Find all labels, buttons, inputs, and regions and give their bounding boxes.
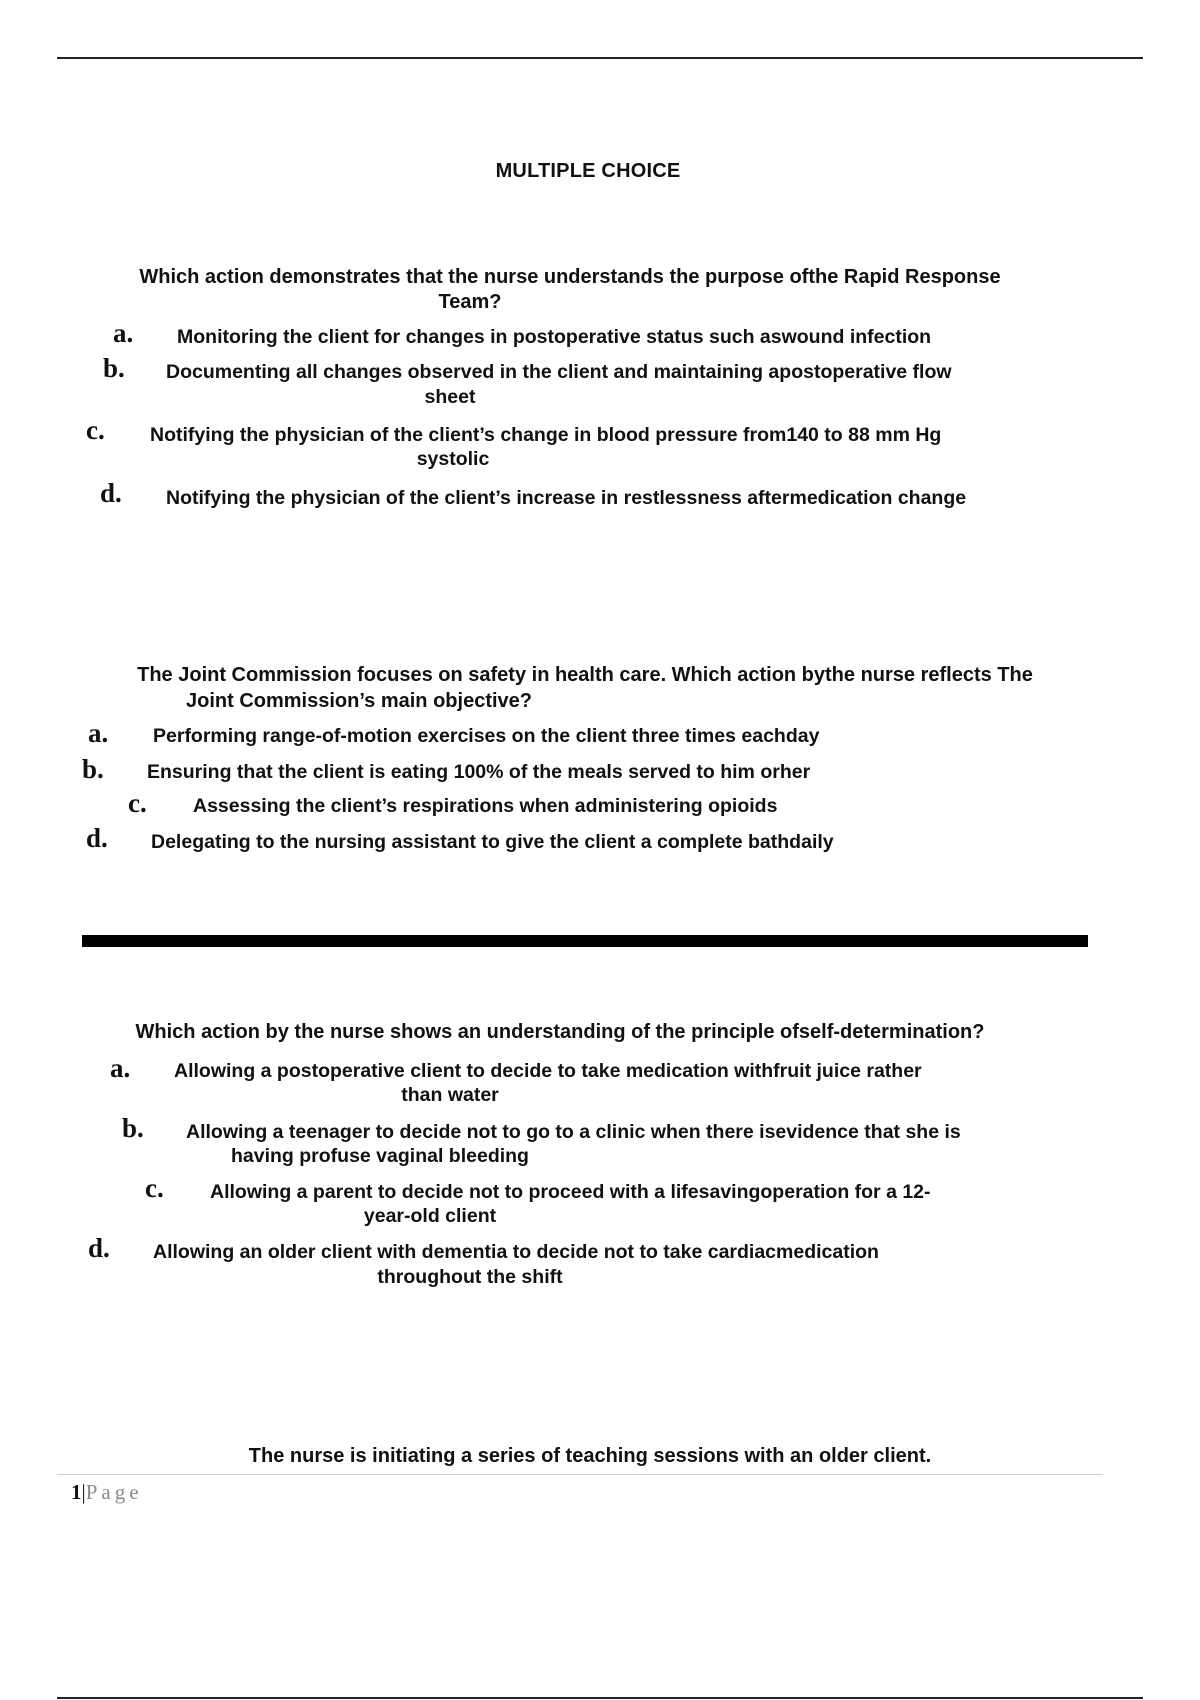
q3-option-a-continuation: than water — [401, 1084, 499, 1106]
q2-option-d-text[interactable]: Delegating to the nursing assistant to give the client a complete bathdaily — [151, 831, 834, 853]
q3-option-d-text[interactable]: Allowing an older client with dementia to decide not to take cardiacmedication — [153, 1241, 879, 1263]
page-title: MULTIPLE CHOICE — [495, 160, 681, 182]
question-2-stem-line2: Joint Commission’s main objective? — [186, 690, 532, 712]
q2-option-c-text[interactable]: Assessing the client’s respirations when administering opioids — [193, 795, 778, 817]
q3-option-c-text[interactable]: Allowing a parent to decide not to proceed with a lifesavingoperation for a 12- — [210, 1181, 931, 1203]
q2-option-b-text[interactable]: Ensuring that the client is eating 100% of the meals served to him orher — [147, 761, 811, 783]
q1-option-a-letter: a. — [113, 318, 134, 348]
q3-option-d-letter: d. — [88, 1233, 110, 1263]
q1-option-b-letter: b. — [103, 353, 125, 383]
bottom-rule — [57, 1697, 1143, 1699]
page-word: Page — [85, 1480, 143, 1504]
page-number — [71, 1480, 143, 1505]
q1-option-a-text[interactable]: Monitoring the client for changes in postoperative status such aswound infection — [177, 326, 932, 348]
q2-option-c-letter: c. — [128, 788, 147, 818]
q3-option-a-text[interactable]: Allowing a postoperative client to decide to take medication withfruit juice rather — [174, 1060, 922, 1082]
q2-option-a-text[interactable]: Performing range-of-motion exercises on the client three times eachday — [153, 725, 820, 747]
page-number-value: 1 — [71, 1480, 82, 1504]
question-4-stem: The nurse is initiating a series of teaching sessions with an older client. — [248, 1445, 932, 1467]
section-divider — [82, 935, 1088, 947]
q1-option-b-continuation: sheet — [424, 386, 476, 408]
page-number-separator: | — [81, 1480, 86, 1504]
question-2-stem-line1: The Joint Commission focuses on safety in health care. Which action bythe nurse reflects The — [137, 664, 1033, 686]
top-rule — [57, 57, 1143, 59]
footer-rule — [57, 1474, 1103, 1475]
q3-option-d-continuation: throughout the shift — [377, 1266, 563, 1288]
q3-option-a-letter: a. — [110, 1053, 131, 1083]
q3-option-b-continuation: having profuse vaginal bleeding — [231, 1145, 529, 1167]
q1-option-d-text[interactable]: Notifying the physician of the client’s increase in restlessness aftermedication change — [166, 487, 967, 509]
q2-option-d-letter: d. — [86, 823, 108, 853]
q2-option-b-letter: b. — [82, 754, 104, 784]
q2-option-a-letter: a. — [88, 718, 109, 748]
question-1-stem-line1: Which action demonstrates that the nurse understands the purpose ofthe Rapid Response — [139, 266, 1001, 288]
q3-option-c-letter: c. — [145, 1173, 164, 1203]
q3-option-c-continuation: year-old client — [363, 1205, 497, 1227]
q1-option-b-text[interactable]: Documenting all changes observed in the client and maintaining apostoperative flow — [166, 361, 952, 383]
q3-option-b-text[interactable]: Allowing a teenager to decide not to go to a clinic when there isevidence that she is — [186, 1121, 961, 1143]
q1-option-c-letter: c. — [86, 415, 105, 445]
q1-option-d-letter: d. — [100, 478, 122, 508]
question-1-stem-line2: Team? — [438, 291, 502, 313]
q1-option-c-continuation: systolic — [416, 448, 490, 470]
q1-option-c-text[interactable]: Notifying the physician of the client’s change in blood pressure from140 to 88 mm Hg — [150, 424, 942, 446]
question-3-stem: Which action by the nurse shows an understanding of the principle ofself-determination? — [135, 1021, 985, 1043]
q3-option-b-letter: b. — [122, 1113, 144, 1143]
